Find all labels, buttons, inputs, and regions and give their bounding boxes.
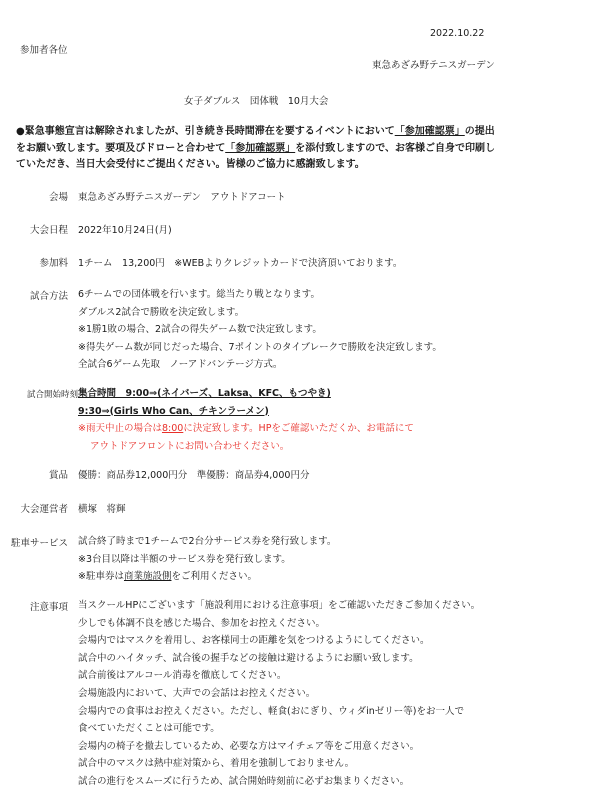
parking-label: 駐車サービス	[10, 538, 68, 549]
start-time-label: 試合開始時刻	[26, 390, 78, 400]
parking-line: ※駐車券は商業施設側をご利用ください。	[78, 571, 257, 583]
cautions-label: 注意事項	[29, 602, 68, 613]
rain-decision-time: 8:00	[161, 423, 184, 435]
parking-line: ※3台目以降は半額のサービス券を発行致します。	[78, 553, 291, 565]
confirmation-form-link-2[interactable]: 「参加確認票」	[225, 142, 296, 154]
caution-line: 会場内での食事はお控えください。ただし、軽食(おにぎり、ウィダinゼリー等)をお一人で	[78, 705, 465, 717]
start-time-block	[78, 385, 414, 455]
caution-line: 会場内の椅子を撤去しているため、必要な方はマイチェア等をご用意ください。	[78, 740, 420, 752]
caution-line: 会場内ではマスクを着用し、お客様同士の距離を気をつけるようにしてください。	[78, 635, 430, 647]
format-label: 試合方法	[29, 291, 68, 302]
caution-line: 食べていただくことは可能です。	[78, 723, 220, 735]
page-title: 女子ダブルス 団体戦 10月大会	[184, 96, 329, 107]
caution-line: 試合前後はアルコール消毒を徹底してください。	[78, 670, 287, 682]
event-date-value: 2022年10月24日(月)	[78, 225, 172, 236]
notice-paragraph	[16, 124, 495, 174]
notice-line-3: ていただき、当日大会受付にご提出ください。皆様のご協力に感謝致します。	[16, 159, 365, 170]
parking-lines	[78, 533, 336, 586]
rain-contact: アウトドアフロントにお問い合わせください。	[90, 440, 290, 452]
addressee: 参加者各位	[20, 45, 68, 56]
caution-line: 少しでも体調不良を感じた場合、参加をお控えください。	[78, 617, 326, 629]
venue-label: 会場	[48, 192, 68, 203]
format-line: 6チームでの団体戦を行います。総当たり戦となります。	[78, 289, 321, 300]
confirmation-form-link[interactable]: 「参加確認票」	[394, 126, 465, 137]
cautions-lines	[78, 597, 480, 791]
notice-line-1: ●緊急事態宣言は解除されましたが、引き続き長時間滞在を要するイベントにおいて「参加確認票」の提出	[16, 126, 495, 137]
caution-line: 試合の進行をスムーズに行うため、試合開始時刻前に必ずお集まりください。	[78, 775, 410, 787]
notice-line-2: をお願い致します。要項及びドローと合わせて「参加確認票」を添付致しますので、お客様ご自身で印刷し	[16, 142, 496, 154]
manager-value: 横塚 将輝	[78, 504, 126, 515]
fee-label: 参加料	[39, 258, 68, 269]
rain-notice: ※雨天中止の場合は8:00に決定致します。HPをご確認いただくか、お電話にて	[78, 423, 414, 435]
prize-value: 優勝：商品券12,000円分 準優勝：商品券4,000円分	[78, 470, 310, 481]
commercial-facility-link[interactable]: 商業施設側	[123, 571, 172, 583]
fee-value: 1チーム 13,200円 ※WEBよりクレジットカードで決済頂いております。	[78, 258, 403, 269]
format-line: 全試合6ゲーム先取 ノーアドバンテージ方式。	[78, 359, 283, 371]
venue-value: 東急あざみ野テニスガーデン アウトドアコート	[78, 192, 286, 203]
document-date: 2022.10.22	[430, 28, 485, 39]
organizer-name: 東急あざみ野テニスガーデン	[372, 60, 495, 71]
format-line: ダブルス2試合で勝敗を決定致します。	[78, 306, 245, 318]
caution-line: 当スクールHPにございます「施設利用における注意事項」をご確認いただきご参加ください。	[78, 600, 481, 611]
format-line: ※1勝1敗の場合、2試合の得失ゲーム数で決定致します。	[78, 324, 322, 336]
assembly-time-2: 9:30⇒(Girls Who Can、チキンラーメン)	[78, 405, 269, 417]
format-lines	[78, 286, 442, 374]
manager-label: 大会運営者	[20, 504, 68, 515]
caution-line: 会場施設内において、大声での会話はお控えください。	[78, 687, 316, 699]
caution-line: 試合中のマスクは熱中症対策から、着用を強制しておりません。	[78, 758, 355, 770]
assembly-time-1: 集合時間 9:00⇒(ネイバーズ、Laksa、KFC、もつやき)	[78, 388, 331, 399]
format-line: ※得失ゲーム数が同じだった場合、7ポイントのタイブレークで勝敗を決定致します。	[78, 341, 442, 353]
caution-line: 試合中のハイタッチ、試合後の握手などの接触は避けるようにお願い致します。	[78, 652, 419, 664]
event-date-label: 大会日程	[29, 225, 68, 236]
parking-line: 試合終了時まで1チームで2台分サービス券を発行致します。	[78, 536, 337, 547]
prize-label: 賞品	[48, 470, 68, 481]
